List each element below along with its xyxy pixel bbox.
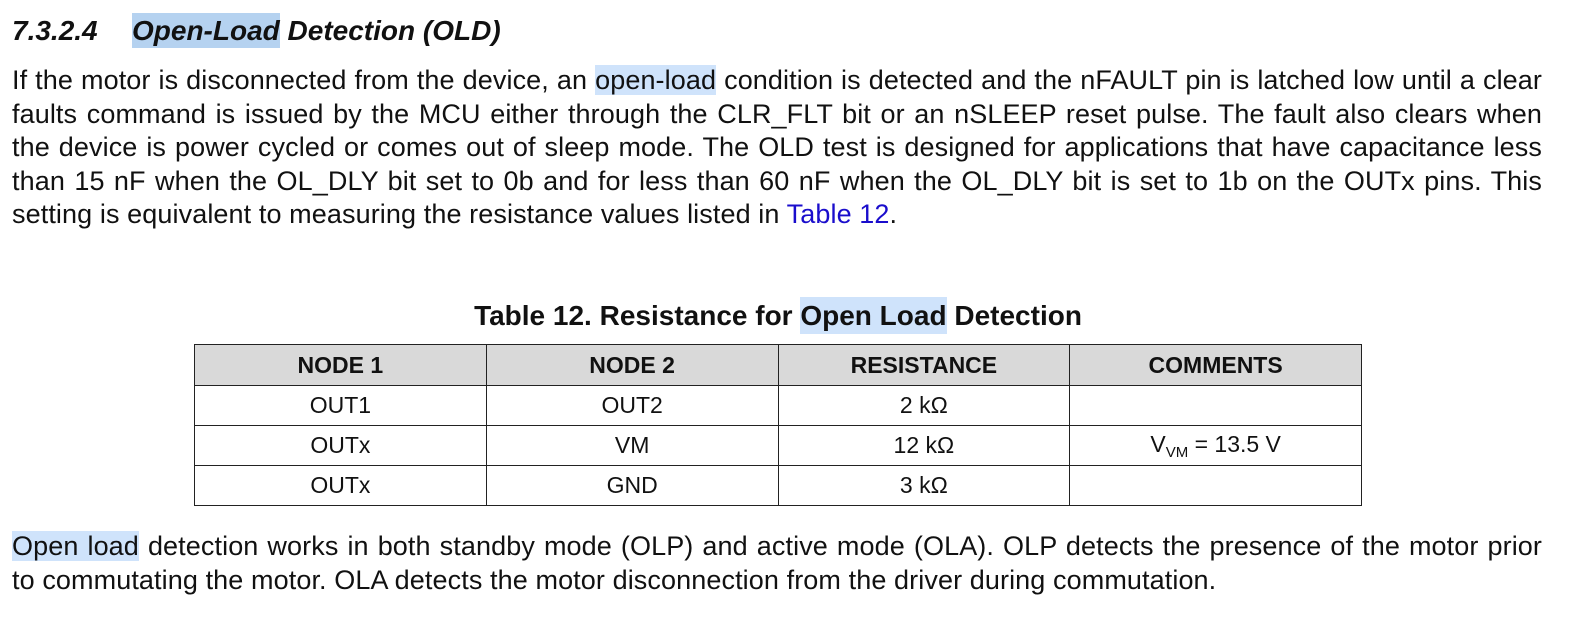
header-resistance: RESISTANCE <box>778 345 1070 386</box>
section-title-rest: Detection (OLD) <box>279 15 501 46</box>
table-row <box>195 466 1362 506</box>
table-12-link[interactable]: Table 12 <box>786 199 890 230</box>
cell-node1: OUTx <box>195 466 487 506</box>
table-caption <box>0 296 1556 336</box>
cell-resistance: 12 kΩ <box>778 426 1070 466</box>
paragraph1-highlight: open-load <box>595 65 717 95</box>
table-caption-highlight: Open Load <box>800 297 946 334</box>
paragraph1-pre: If the motor is disconnected from the device, an <box>12 65 596 95</box>
paragraph1-post: . <box>889 199 898 230</box>
section-title-highlight: Open-Load <box>132 15 280 46</box>
cell-resistance: 3 kΩ <box>778 466 1070 506</box>
cell-node2: GND <box>486 466 778 506</box>
paragraph2-highlight: Open load <box>12 531 139 561</box>
cell-node2: VM <box>486 426 778 466</box>
section-heading <box>12 9 501 53</box>
cell-comment <box>1070 426 1362 466</box>
table-row <box>195 386 1362 426</box>
table-caption-pre: Table 12. Resistance for <box>474 300 801 331</box>
table-caption-post: Detection <box>946 300 1082 331</box>
comment-sub: VM <box>1165 443 1189 461</box>
header-comments: COMMENTS <box>1070 345 1362 386</box>
comment-rest: = 13.5 V <box>1188 430 1281 457</box>
paragraph2-rest: detection works in both standby mode (OLP) and active mode (OLA). OLP detects the presence of the motor prior to commutating the motor. OLA detects the motor disconnection from the driver during commutation. <box>12 531 1543 595</box>
cell-comment <box>1070 466 1362 506</box>
cell-resistance: 2 kΩ <box>778 386 1070 426</box>
resistance-table <box>194 344 1362 506</box>
cell-comment <box>1070 386 1362 426</box>
header-node1: NODE 1 <box>195 345 487 386</box>
section-number: 7.3.2.4 <box>12 15 98 46</box>
header-node2: NODE 2 <box>486 345 778 386</box>
cell-node2: OUT2 <box>486 386 778 426</box>
paragraph-detection-modes <box>12 530 1542 597</box>
table-header-row <box>195 345 1362 386</box>
cell-node1: OUT1 <box>195 386 487 426</box>
paragraph-open-load-description <box>12 64 1542 232</box>
table-row <box>195 426 1362 466</box>
paragraph1-mid: condition is detected and the nFAULT pin is latched low until a clear faults command is issued by the MCU either through the CLR_FLT bit or an nSLEEP reset pulse. The fault also clears when the device is power cycled or comes out of sleep mode. The OLD test is designed for applications that have capacitance less than 15 nF when the OL_DLY bit set to 0b and for less than 60 nF when the OL_DLY bit is set to 1b on the OUTx pins. This setting is equivalent to measuring the resistance values listed in <box>12 65 1542 230</box>
cell-node1: OUTx <box>195 426 487 466</box>
comment-main: V <box>1150 430 1166 457</box>
